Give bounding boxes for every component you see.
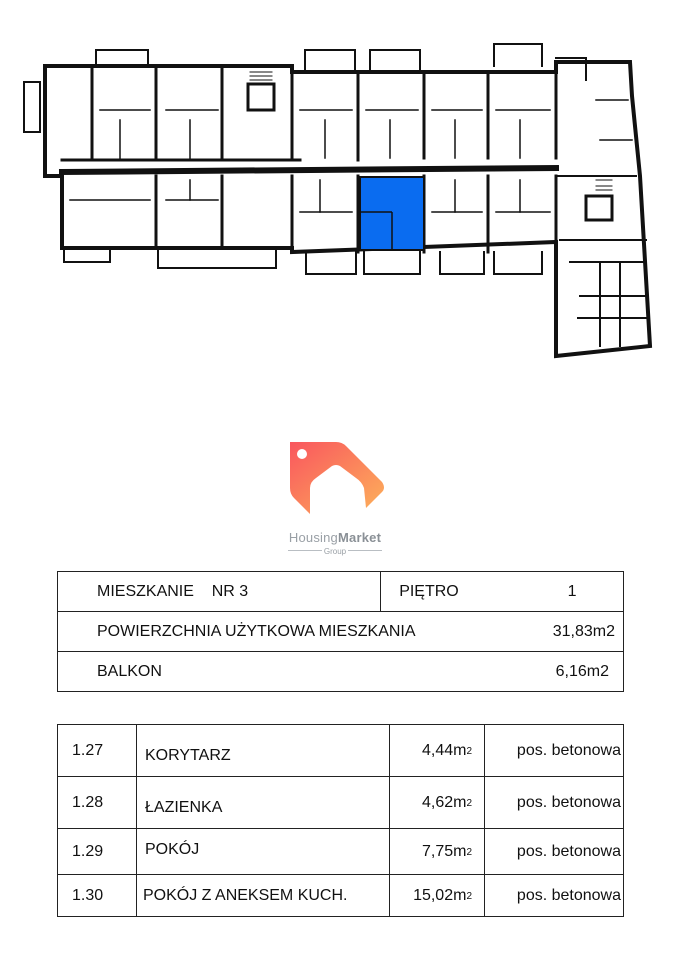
room-name: POKÓJ [137,829,390,875]
balcony-label: BALKON [97,662,162,680]
area-label: POWIERZCHNIA UŻYTKOWA MIESZKANIA [97,622,416,640]
room-floor-finish: pos. betonowa [485,829,624,875]
house-tag-icon [270,436,400,526]
balcony-cell [58,652,624,692]
area-cell [58,612,624,652]
room-area: $4,44m^2$ [390,725,485,777]
room-floor-finish: pos. betonowa [485,777,624,829]
floor-cell [381,572,624,612]
apartment-summary-table [57,571,624,692]
apartment-cell [58,572,381,612]
floor-plan [0,0,674,400]
room-number: 1.30 [58,875,137,917]
balcony-value: 6,16m2 [555,662,609,680]
room-area: $15,02m^2$ [390,875,485,917]
floor-label: PIĘTRO [399,582,459,600]
room-name: ŁAZIENKA [137,777,390,829]
apartment-label: MIESZKANIE [97,582,194,600]
floor-value: 1 [567,582,577,600]
summary-row-balcony [58,652,624,692]
table-row [58,777,624,829]
area-value: 31,83m2 [552,622,615,640]
summary-row-apartment [58,572,624,612]
summary-row-area [58,612,624,652]
room-area: $7,75m^2$ [390,829,485,875]
room-number: 1.28 [58,777,137,829]
table-row [58,829,624,875]
room-floor-finish: pos. betonowa [485,725,624,777]
room-name: POKÓJ Z ANEKSEM KUCH. [137,875,390,917]
room-area: $4,62m^2$ [390,777,485,829]
room-name: KORYTARZ [137,725,390,777]
apartment-number: NR 3 [211,582,249,600]
logo-group-label: Group [323,547,347,556]
room-number: 1.29 [58,829,137,875]
housing-market-logo [270,436,400,560]
table-row [58,875,624,917]
rooms-table [57,724,624,917]
table-row [58,725,624,777]
room-number: 1.27 [58,725,137,777]
building-outline [45,62,650,356]
room-floor-finish: pos. betonowa [485,875,624,917]
logo-wordmark: HousingMarket [288,530,382,545]
